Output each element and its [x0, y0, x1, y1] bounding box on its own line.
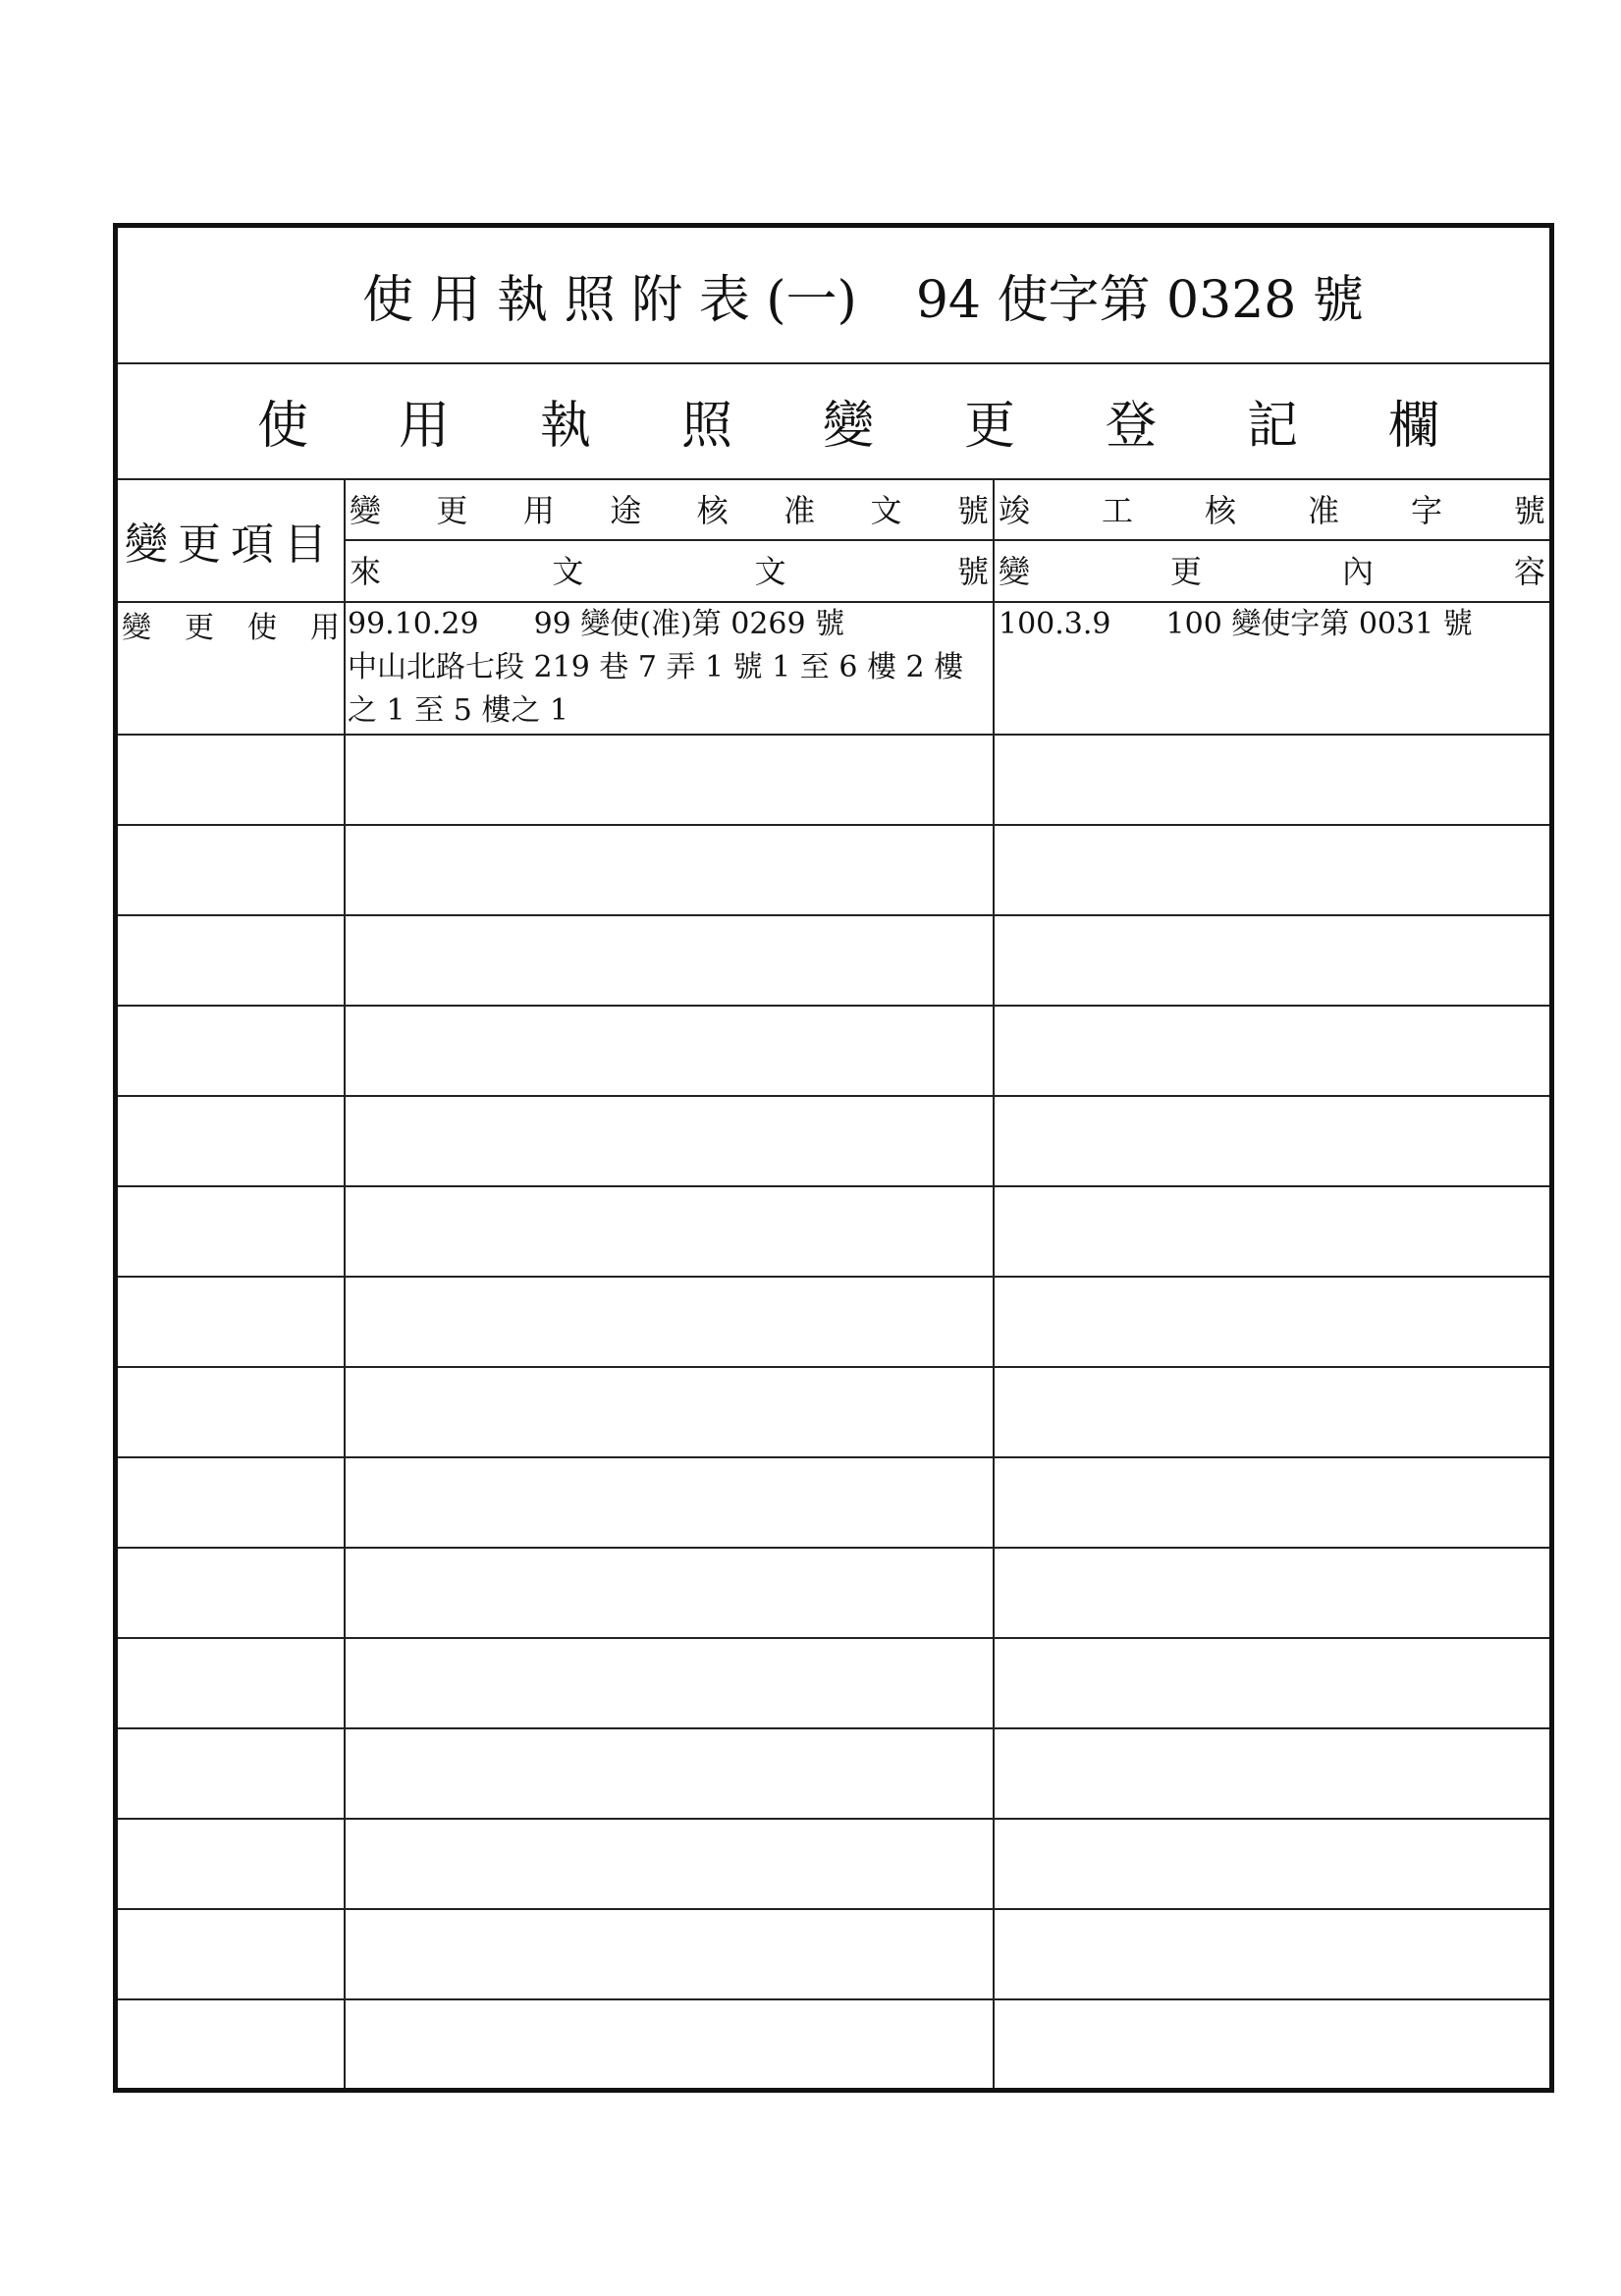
header-change-content-text-char: 內	[1341, 553, 1374, 590]
row-completion-approval	[999, 1278, 1545, 1321]
subtitle-row	[118, 362, 1549, 480]
row-change-item	[122, 1007, 340, 1050]
header-completion-no-text-char: 核	[1204, 492, 1236, 529]
row-completion-approval	[999, 1368, 1545, 1411]
header-usage-doc-no-text-char: 用	[522, 492, 555, 529]
row-usage-approval	[348, 1729, 987, 1816]
row-completion-approval	[999, 1187, 1545, 1230]
header-completion-no-text-char: 號	[1513, 492, 1545, 529]
header-usage-doc-no-text-char: 更	[436, 492, 468, 529]
header-usage-doc-no-text-char: 途	[610, 492, 642, 529]
row-change-item	[122, 736, 340, 779]
row-change-item	[122, 1549, 340, 1592]
row-usage-approval	[348, 736, 987, 822]
row-change-item	[122, 1278, 340, 1321]
form-title-left: 使 用 執 照 附 表 (一)	[362, 271, 857, 330]
row-completion-approval	[999, 1097, 1545, 1140]
header-incoming-doc-no-text-char: 號	[956, 553, 989, 590]
header-change-content	[997, 539, 1547, 600]
row-usage-approval	[348, 1278, 987, 1364]
change-register-table	[118, 478, 1549, 2088]
header-usage-doc-no-text-char: 號	[956, 492, 989, 529]
row-usage-line	[348, 1278, 987, 1321]
row-change-item-char: 使	[247, 611, 277, 645]
row-usage-line	[348, 916, 987, 959]
row-completion-approval	[999, 1910, 1545, 1953]
row-change-item	[122, 2000, 340, 2044]
row-completion-no: 100 變使字第 0031 號	[1165, 607, 1473, 641]
row-usage-approval	[348, 1007, 987, 1093]
row-completion-approval	[999, 1729, 1545, 1773]
row-completion-approval	[999, 916, 1545, 959]
row-change-item-text	[122, 603, 340, 646]
row-usage-approval	[348, 1458, 987, 1545]
form-subtitle: 使用執照變更登記欄	[256, 396, 1530, 456]
header-incoming-doc-no-text	[348, 547, 991, 592]
row-usage-line	[348, 1639, 987, 1682]
row-usage-line	[348, 603, 987, 646]
row-usage-approval	[348, 1910, 987, 1996]
row-usage-approval	[348, 1639, 987, 1725]
header-completion-no	[997, 478, 1547, 539]
row-usage-doc-no: 99 變使(准)第 0269 號	[533, 607, 845, 641]
title-row	[118, 228, 1549, 364]
row-usage-approval	[348, 1368, 987, 1454]
row-usage-approval	[348, 1187, 987, 1274]
row-change-item	[122, 1820, 340, 1863]
row-change-item	[122, 1910, 340, 1953]
row-change-item	[122, 916, 340, 959]
header-completion-no-text	[997, 486, 1547, 531]
row-usage-line	[348, 1910, 987, 1953]
header-divider	[344, 539, 1549, 541]
header-incoming-doc-no-text-char: 文	[552, 553, 584, 590]
column-divider	[993, 478, 995, 2088]
header-completion-no-text-char: 字	[1410, 492, 1442, 529]
row-change-item-char: 更	[185, 611, 214, 645]
header-usage-doc-no-text-char: 文	[870, 492, 902, 529]
row-usage-line	[348, 1458, 987, 1502]
row-usage-approval	[348, 2000, 987, 2087]
row-usage-line	[348, 1097, 987, 1140]
row-change-item	[122, 603, 340, 646]
row-change-item-char: 變	[122, 611, 151, 645]
row-usage-line	[348, 1187, 987, 1230]
row-completion-approval	[999, 1639, 1545, 1682]
row-usage-approval	[348, 603, 987, 732]
header-change-content-text-char: 容	[1513, 553, 1545, 590]
row-change-item	[122, 1187, 340, 1230]
header-change-content-text	[997, 547, 1547, 592]
header-incoming-doc-no	[348, 539, 991, 600]
row-usage-line	[348, 736, 987, 779]
header-completion-no-text-char: 竣	[999, 492, 1031, 529]
form-title	[303, 258, 1364, 332]
column-divider	[344, 478, 346, 2088]
row-usage-approval	[348, 826, 987, 912]
row-usage-line	[348, 826, 987, 869]
row-usage-line	[348, 1549, 987, 1592]
row-change-item	[122, 1097, 340, 1140]
row-completion-approval	[999, 603, 1545, 646]
header-completion-no-text-char: 准	[1307, 492, 1339, 529]
row-completion-approval	[999, 1549, 1545, 1592]
row-usage-line	[348, 1007, 987, 1050]
row-completion-approval	[999, 2000, 1545, 2044]
header-change-content-text-char: 更	[1169, 553, 1202, 590]
header-usage-doc-no-text-char: 核	[696, 492, 729, 529]
row-change-item	[122, 826, 340, 869]
row-completion-approval	[999, 1458, 1545, 1502]
row-change-item	[122, 1458, 340, 1502]
header-completion-no-text-char: 工	[1101, 492, 1133, 529]
row-usage-line	[348, 1368, 987, 1411]
header-usage-doc-no-text-char: 變	[350, 492, 382, 529]
row-completion-date: 100.3.9	[999, 607, 1111, 641]
row-usage-approval	[348, 1097, 987, 1183]
row-completion-approval	[999, 1007, 1545, 1050]
row-address: 中山北路七段 219 巷 7 弄 1 號 1 至 6 樓 2 樓之 1 至 5 樓之 1	[348, 650, 964, 728]
row-completion-approval	[999, 736, 1545, 779]
row-change-item	[122, 1729, 340, 1773]
row-change-item	[122, 1368, 340, 1411]
header-change-content-text-char: 變	[999, 553, 1031, 590]
row-usage-approval	[348, 1820, 987, 1906]
header-usage-doc-no	[348, 478, 991, 539]
row-usage-approval	[348, 1549, 987, 1635]
form-frame	[113, 223, 1554, 2093]
header-incoming-doc-no-text-char: 來	[350, 553, 382, 590]
header-change-item: 變更項目	[125, 519, 337, 570]
row-usage-line	[348, 1820, 987, 1863]
row-change-item	[122, 1639, 340, 1682]
row-change-item-char: 用	[310, 611, 340, 645]
form-title-right: 94 使字第 0328 號	[915, 271, 1364, 330]
row-usage-line	[348, 2000, 987, 2044]
row-usage-approval	[348, 916, 987, 1003]
header-usage-doc-no-text-char: 准	[783, 492, 816, 529]
row-completion-approval	[999, 826, 1545, 869]
row-usage-date: 99.10.29	[348, 607, 479, 641]
row-completion-approval	[999, 1820, 1545, 1863]
header-incoming-doc-no-text-char: 文	[754, 553, 786, 590]
row-usage-line	[348, 1729, 987, 1773]
header-usage-doc-no-text	[348, 486, 991, 531]
